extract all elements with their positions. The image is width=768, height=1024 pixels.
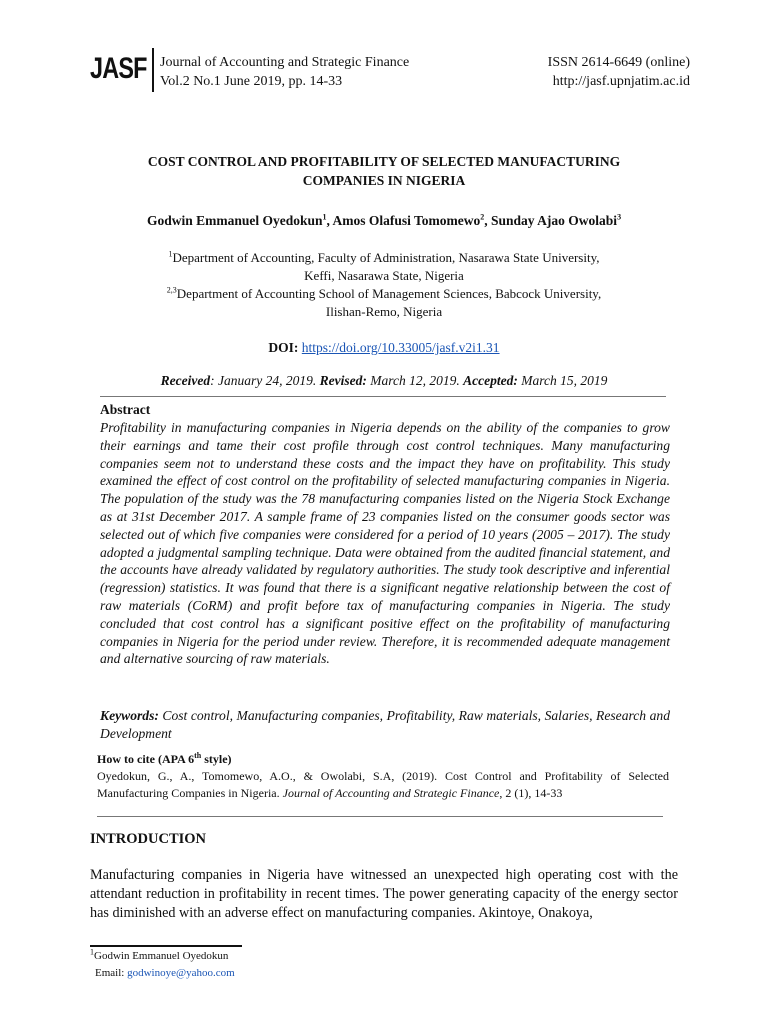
affiliation-text: Keffi, Nasarawa State, Nigeria — [304, 268, 464, 283]
divider — [100, 396, 666, 397]
revised-date: March 12, 2019. — [370, 373, 460, 388]
affiliation-text: Ilishan-Remo, Nigeria — [325, 304, 443, 319]
accepted-date: March 15, 2019 — [521, 373, 608, 388]
citation-text — [97, 768, 669, 802]
abstract-heading: Abstract — [100, 402, 151, 417]
cite-heading-text: How to cite (APA 6 — [97, 752, 195, 766]
accepted-label: Accepted: — [463, 373, 518, 388]
received-date: : January 24, 2019. — [210, 373, 317, 388]
citation-end: , 2 (1), 14-33 — [499, 786, 563, 800]
footnote — [90, 947, 229, 962]
author-list: Godwin Emmanuel Oyedokun$^1$, Amos Olafusi Tomomewo$^2$, Sunday Ajao Owolabi$^3$ — [146, 212, 622, 228]
email-label: Email: — [95, 967, 128, 979]
affiliation-sup: 1 — [168, 249, 173, 259]
footnote-divider — [90, 945, 242, 947]
author-sup: 2 — [480, 212, 485, 222]
journal-issn: ISSN 2614-6649 (online) — [547, 55, 690, 70]
abstract-text: Profitability in manufacturing companies in Nigeria depends on the ability of the companies to grow their earnings and tame their cost profile through cost control techniques. Many manufacturing companies seem not to understand these costs and the impact they have on profitability. This study examined the effect of cost control on the profitability of selected manufacturing companies in Nigeria. The population of the study was the 78 manufacturing companies listed on the Nigeria Stock Exchange as at 31st December 2017. A sample frame of 23 companies listed on the consumer goods sector was selected out of which five companies were considered for a period of 10 years (2005 – 2017). The study adopted a judgmental sampling technique. Data were obtained from the audited financial statement, and the accounts have already validated by regulatory authorities. The study took descriptive and inferential (regression) statistics. It was found that there is a significant negative relationship between the cost of raw materials (CoRM) and profit before tax of manufacturing companies in Nigeria. The study concluded that cost control has a significant positive effect on the profitability of manufacturing companies in Nigeria for the period under review. Therefore, it is recommended adequate management and alternative sourcing of raw materials. — [100, 420, 670, 667]
doi-link[interactable]: https://doi.org/10.33005/jasf.v2i1.31 — [301, 340, 500, 355]
footnote-name: Godwin Emmanuel Oyedokun — [94, 950, 229, 962]
journal-info — [160, 53, 409, 91]
how-to-cite-heading — [97, 752, 232, 767]
citation-journal: Journal of Accounting and Strategic Finance — [282, 786, 500, 800]
author-name: Amos Olafusi Tomomewo — [332, 213, 481, 228]
author-sup: 1 — [322, 212, 327, 222]
affiliation-1 — [90, 249, 678, 285]
received-label: Received — [160, 373, 211, 388]
journal-volume: Vol.2 No.1 June 2019, pp. 14-33 — [160, 74, 343, 89]
author-sup: 3 — [617, 212, 622, 222]
journal-name: Journal of Accounting and Strategic Finance — [160, 55, 410, 70]
divider — [97, 816, 663, 817]
author-name: Sunday Ajao Owolabi — [491, 213, 618, 228]
keywords-label: Keywords: — [100, 708, 159, 723]
email-link[interactable]: godwinoye@yahoo.com — [127, 967, 235, 979]
title-line-2: COMPANIES IN NIGERIA — [302, 173, 466, 188]
affiliation-sup: 2,3 — [166, 285, 177, 295]
doi-line — [90, 340, 678, 356]
cite-heading-text: style) — [201, 752, 232, 766]
cite-heading-sup: th — [194, 751, 202, 760]
footnote-sup: 1 — [90, 947, 94, 957]
doi-label: DOI: — [268, 340, 299, 355]
keywords — [100, 707, 670, 743]
affiliation-text: Department of Accounting, Faculty of Administration, Nasarawa State University, — [172, 250, 600, 265]
author-name: Godwin Emmanuel Oyedokun — [146, 213, 323, 228]
affiliation-2 — [90, 285, 678, 321]
journal-logo: JASF — [90, 52, 147, 85]
paper-title — [90, 152, 678, 190]
history-dates — [90, 373, 678, 389]
title-line-1: COST CONTROL AND PROFITABILITY OF SELECTED MANUFACTURING — [147, 154, 621, 169]
journal-issn-block — [548, 53, 690, 91]
journal-url[interactable]: http://jasf.upnjatim.ac.id — [552, 74, 690, 89]
citation-main: Oyedokun, G., A., Tomomewo, A.O., & Owolabi, S.A, (2019). Cost Control and Profitability of Selected Manufacturing Companies in Nigeria. — [97, 769, 669, 800]
section-heading-introduction: INTRODUCTION — [90, 831, 207, 847]
revised-label: Revised: — [319, 373, 367, 388]
keywords-text: Cost control, Manufacturing companies, Profitability, Raw materials, Salaries, Research and Development — [100, 708, 670, 741]
footnote-email — [95, 967, 235, 979]
logo-divider — [152, 48, 154, 92]
introduction-text: Manufacturing companies in Nigeria have witnessed an unexpected high operating cost with the attendant reduction in profitability in recent times. The power generating capacity of the energy sector has diminished with an adverse effect on manufacturing companies. Akintoye, Onakoya, — [90, 867, 678, 921]
affiliation-text: Department of Accounting School of Management Sciences, Babcock University, — [176, 286, 602, 301]
